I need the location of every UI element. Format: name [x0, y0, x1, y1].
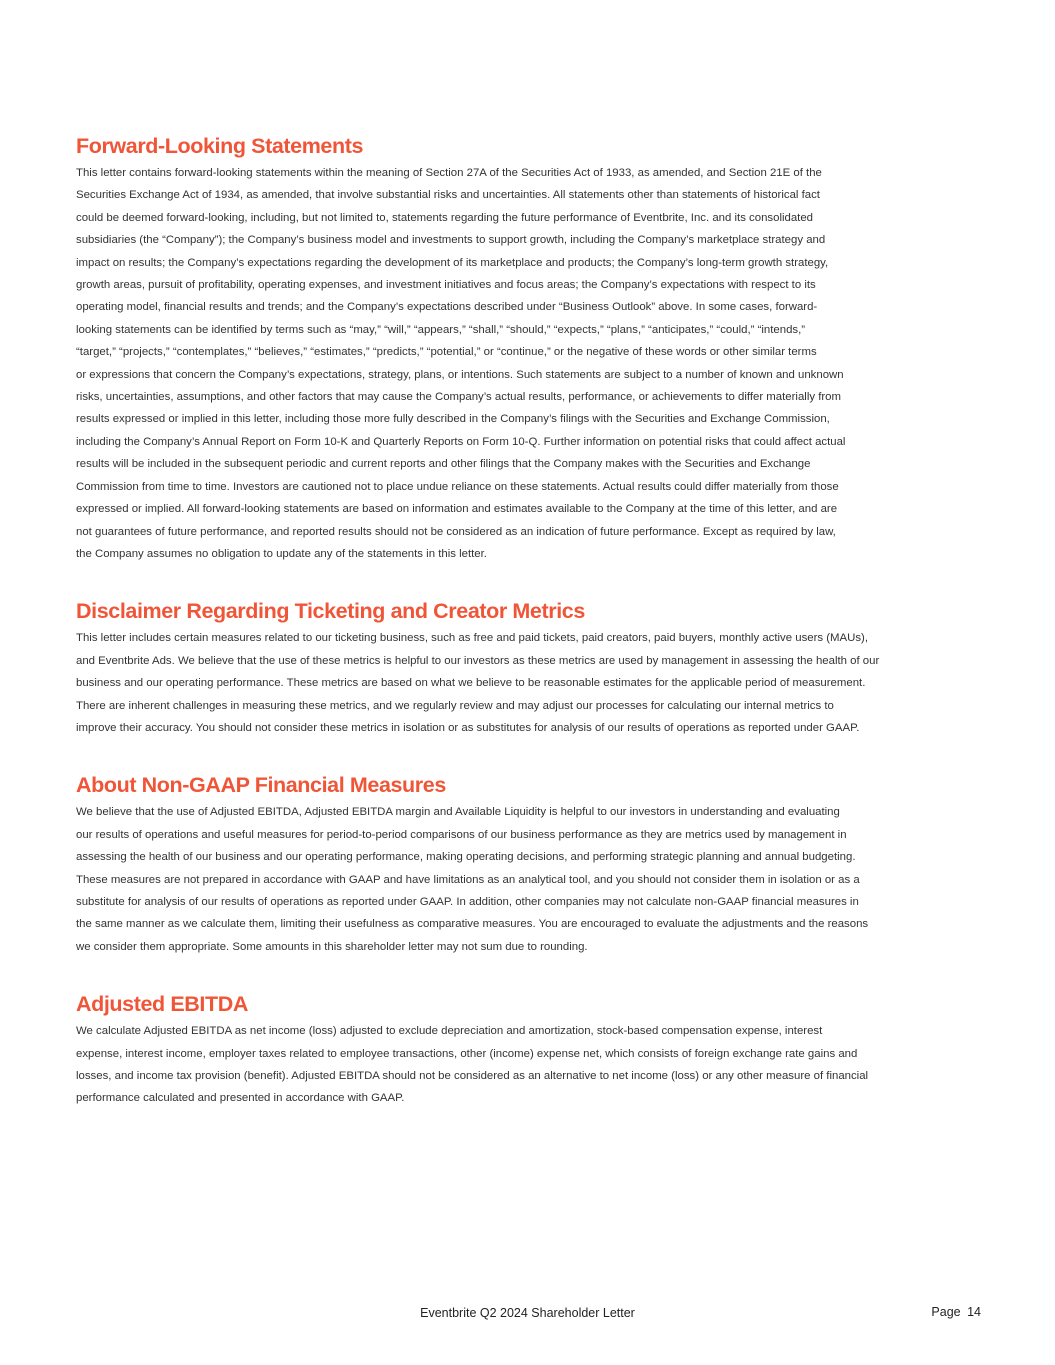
section-paragraph: We calculate Adjusted EBITDA as net income (loss) adjusted to exclude depreciation and amortization, stock-based compensation expense, interest expense, interest income, employer taxes related to employee transactions, other (income) expense net, which consists of foreign exchange rate gains and losses, and income tax provision (benefit). Adjusted EBITDA should not be considered as an alternative to net income (loss) or any other measure of financial performance calculated and presented in accordance with GAAP. — [76, 1025, 869, 1105]
section-paragraph: This letter includes certain measures related to our ticketing business, such as free and paid tickets, paid creators, paid buyers, monthly active users (MAUs), and Eventbrite Ads. We believe that the use of these metrics is helpful to our investors as these metrics are used by management in assessing the health of our business and our operating performance. These metrics are based on what we believe to be reasonable estimates for the applicable period of measurement. There are inherent challenges in measuring these metrics, and we regularly review and may adjust our processes for calculating our internal metrics to improve their accuracy. You should not consider these metrics in isolation or as substitutes for analysis of our results of operations as reported under GAAP. — [76, 632, 880, 734]
section-adjusted-ebitda — [76, 990, 906, 1110]
footer-title: Eventbrite Q2 2024 Shareholder Letter — [420, 1306, 635, 1320]
section-paragraph: We believe that the use of Adjusted EBITDA, Adjusted EBITDA margin and Available Liquidity is helpful to our investors in understanding and evaluating our results of operations and useful measures for period-to-period comparisons of our business performance as they are metrics used by management in assessing the health of our business and our operating performance, making operating decisions, and performing strategic planning and annual budgeting. These measures are not prepared in accordance with GAAP and have limitations as an analytical tool, and you should not consider them in isolation or as a substitute for analysis of our results of operations as reported under GAAP. In addition, other companies may not calculate non-GAAP financial measures in the same manner as we calculate them, limiting their usefulness as comparative measures. You are encouraged to evaluate the adjustments and the reasons we consider them appropriate. Some amounts in this shareholder letter may not sum due to rounding. — [76, 806, 869, 953]
section-non-gaap — [76, 771, 906, 958]
section-heading: About Non-GAAP Financial Measures — [76, 773, 446, 798]
page-number — [931, 1305, 981, 1319]
page-number-value: 14 — [967, 1305, 981, 1319]
section-paragraph: This letter contains forward-looking statements within the meaning of Section 27A of the Securities Act of 1933, as amended, and Section 21E of the Securities Exchange Act of 1934, as amended, that involve substantial risks and uncertainties. All statements other than statements of historical fact could be deemed forward-looking, including, but not limited to, statements regarding the future performance of Eventbrite, Inc. and its consolidated subsidiaries (the “Company”); the Company’s business model and investments to support growth, including the Company’s marketplace strategy and impact on results; the Company’s expectations regarding the development of its marketplace and products; the Company’s long-term growth strategy, growth areas, pursuit of profitability, operating expenses, and investment initiatives and focus areas; the Company’s expectations with respect to its operating model, financial results and trends; and the Company’s expectations described under “Business Outlook” above. In some cases, forward- looking statements can be identified by terms such as “may,” “will,” “appears,” “shall,” “should,” “expects,” “plans,” “anticipates,” “could,” “intends,” “target,” “projects,” “contemplates,” “believes,” “estimates,” “predicts,” “potential,” or “continue,” or the negative of these words or other similar terms or expressions that concern the Company’s expectations, strategy, plans, or intentions. Such statements are subject to a number of known and unknown risks, uncertainties, assumptions, and other factors that may cause the Company’s actual results, performance, or achievements to differ materially from results expressed or implied in this letter, including those more fully described in the Company’s filings with the Securities and Exchange Commission, including the Company’s Annual Report on Form 10-K and Quarterly Reports on Form 10-Q. Further information on potential risks that could affect actual results will be included in the subsequent periodic and current reports and other filings that the Company makes with the Securities and Exchange Commission from time to time. Investors are cautioned not to place undue reliance on these statements. Actual results could differ materially from those expressed or implied. All forward-looking statements are based on information and estimates available to the Company at the time of this letter, and are not guarantees of future performance, and reported results should not be considered as an indication of future performance. Except as required by law, the Company assumes no obligation to update any of the statements in this letter. — [76, 167, 846, 560]
document-body — [76, 132, 906, 1142]
section-ticketing-metrics — [76, 597, 906, 739]
section-heading: Adjusted EBITDA — [76, 992, 248, 1017]
section-heading: Forward-Looking Statements — [76, 134, 364, 158]
page-label: Page — [931, 1305, 961, 1319]
section-forward-looking — [76, 132, 906, 565]
section-heading: Disclaimer Regarding Ticketing and Creator Metrics — [76, 599, 585, 624]
